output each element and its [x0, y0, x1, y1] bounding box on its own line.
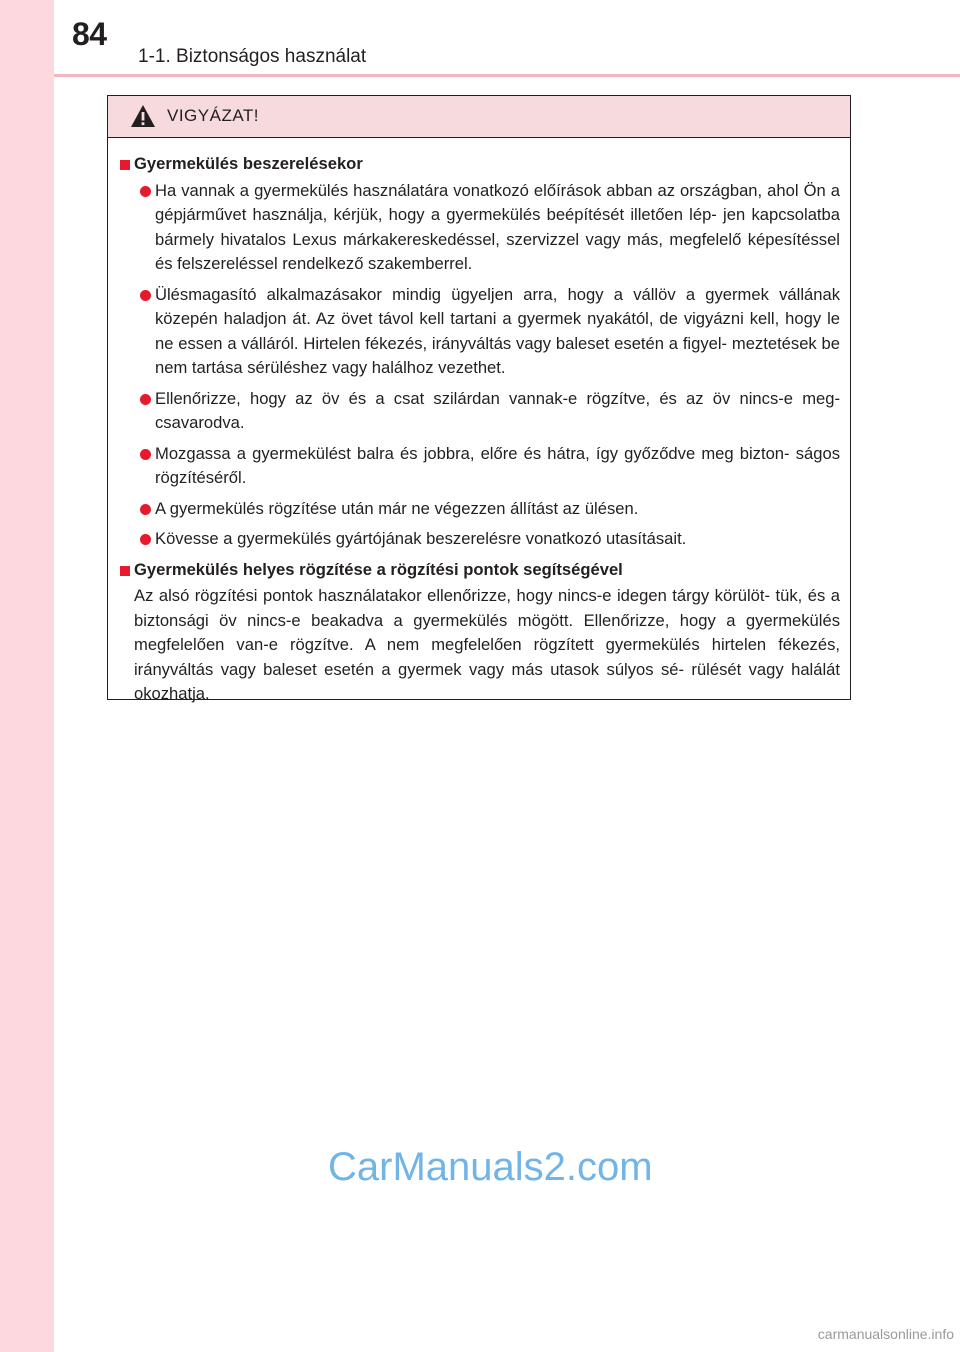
list-item-text: Ha vannak a gyermekülés használatára vonatkozó előírások abban az országban, ahol Ön a gépjárművet használja, kérjük, hogy a gyermekülés beépítését illetően lép- jen kapcsolatba bármely hivatalos Lexus márkakereskedéssel, szervizzel vagy más, megfelelő képesítéssel és felszereléssel rendelkező szakemberrel. [155, 180, 840, 273]
header-divider [54, 74, 960, 77]
side-color-strip [0, 0, 54, 1352]
list-item-text: Ellenőrizze, hogy az öv és a csat szilárdan vannak-e rögzítve, és az öv nincs-e meg- csavarodva. [155, 388, 840, 432]
red-bullet-icon [140, 394, 151, 405]
red-bullet-icon [140, 504, 151, 515]
list-item-text: A gyermekülés rögzítése után már ne végezzen állítást az ülésen. [155, 498, 639, 518]
warning-triangle-icon [130, 104, 156, 128]
page-header [54, 0, 960, 76]
list-item [118, 387, 840, 436]
watermark: CarManuals2.com [328, 1145, 653, 1189]
red-bullet-icon [140, 534, 151, 545]
section-heading-text: Gyermekülés helyes rögzítése a rögzítési pontok segítségével [134, 559, 623, 579]
red-bullet-icon [140, 290, 151, 301]
list-item [118, 527, 840, 552]
page-number: 84 [72, 16, 107, 52]
list-item [118, 283, 840, 381]
section-title: 1-1. Biztonságos használat [138, 46, 367, 67]
list-item [118, 442, 840, 491]
list-item-text: Kövesse a gyermekülés gyártójának beszerelésre vonatkozó utasításait. [155, 529, 687, 548]
footer-watermark: carmanualsonline.info [817, 1326, 954, 1342]
red-square-icon [120, 160, 130, 170]
section-heading-text: Gyermekülés beszerelésekor [134, 154, 363, 173]
list-item [118, 497, 840, 522]
list-item-text: Mozgassa a gyermekülést balra és jobbra, előre és hátra, így győződve meg bizton- ságos rögzítéséről. [155, 443, 840, 487]
list-item-text: Ülésmagasító alkalmazásakor mindig ügyeljen arra, hogy a vállöv a gyermek vállának közepén haladjon át. Az övet távol kell tartani a gyermek nyakától, de vigyázni kell, hogy le ne essen a válláról. Hirtelen fékezés, irányváltás vagy baleset esetén a figyel- meztetések be nem tartása sérüléshez vagy halálhoz vezethet. [155, 284, 840, 377]
section-heading [118, 152, 840, 177]
red-square-icon [120, 566, 130, 576]
warning-header [108, 96, 850, 138]
warning-body [108, 138, 850, 707]
list-item [118, 179, 840, 277]
section-heading [118, 558, 840, 583]
red-bullet-icon [140, 186, 151, 197]
warning-label: VIGYÁZAT! [167, 106, 260, 125]
red-bullet-icon [140, 449, 151, 460]
section-paragraph: Az alsó rögzítési pontok használatakor ellenőrizze, hogy nincs-e idegen tárgy körülöt- tük, és a biztonsági öv nincs-e beakadva a gyermekülés mögött. Ellenőrizze, hogy a gyermekülés megfelelően van-e rögzítve. A nem megfelelően rögzített gyermekülés hirtelen fékezés, irányváltás vagy baleset esetén a gyermek vagy más utasok súlyos sé- rülését vagy halálát okozhatja. [134, 586, 840, 703]
warning-box [107, 95, 851, 703]
